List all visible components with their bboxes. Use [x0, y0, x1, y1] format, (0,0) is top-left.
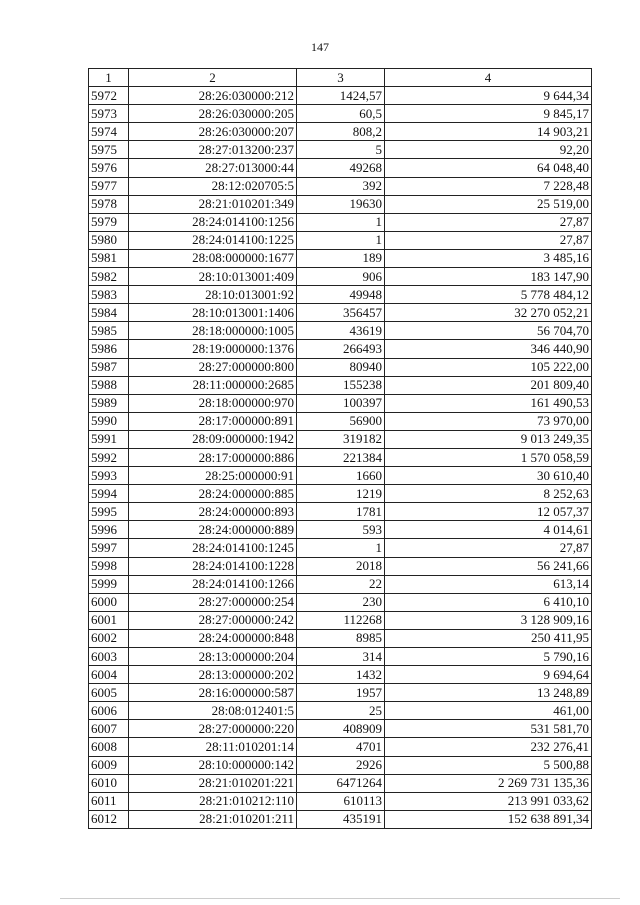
value-cell: 2 269 731 135,36: [385, 774, 592, 792]
table-row: [89, 249, 592, 267]
table-row: [89, 304, 592, 322]
table-row: [89, 105, 592, 123]
table-row: [89, 738, 592, 756]
cadastral-table: [88, 68, 592, 829]
value-cell: 161 490,53: [385, 394, 592, 412]
table-row: [89, 141, 592, 159]
cadastral-number-cell: 28:19:000000:1376: [129, 340, 297, 358]
area-cell: 8985: [297, 629, 385, 647]
table-row: [89, 268, 592, 286]
value-cell: 3 485,16: [385, 249, 592, 267]
table-row: [89, 394, 592, 412]
value-cell: 613,14: [385, 575, 592, 593]
table-row: [89, 412, 592, 430]
table-row: [89, 756, 592, 774]
area-cell: 49268: [297, 159, 385, 177]
area-cell: 356457: [297, 304, 385, 322]
value-cell: 250 411,95: [385, 629, 592, 647]
row-number-cell: 6000: [89, 593, 129, 611]
table-row: [89, 611, 592, 629]
value-cell: 531 581,70: [385, 720, 592, 738]
table-row: [89, 702, 592, 720]
cadastral-number-cell: 28:10:000000:142: [129, 756, 297, 774]
area-cell: 408909: [297, 720, 385, 738]
value-cell: 6 410,10: [385, 593, 592, 611]
value-cell: 105 222,00: [385, 358, 592, 376]
table-row: [89, 213, 592, 231]
row-number-cell: 5984: [89, 304, 129, 322]
table-row: [89, 448, 592, 466]
row-number-cell: 5986: [89, 340, 129, 358]
table-row: [89, 87, 592, 105]
table-row: [89, 539, 592, 557]
table-row: [89, 195, 592, 213]
area-cell: 112268: [297, 611, 385, 629]
value-cell: 32 270 052,21: [385, 304, 592, 322]
value-cell: 346 440,90: [385, 340, 592, 358]
area-cell: 1432: [297, 666, 385, 684]
row-number-cell: 6001: [89, 611, 129, 629]
cadastral-number-cell: 28:21:010212:110: [129, 792, 297, 810]
area-cell: 392: [297, 177, 385, 195]
row-number-cell: 6011: [89, 792, 129, 810]
cadastral-number-cell: 28:12:020705:5: [129, 177, 297, 195]
row-number-cell: 5973: [89, 105, 129, 123]
cadastral-number-cell: 28:08:000000:1677: [129, 249, 297, 267]
cadastral-number-cell: 28:27:000000:800: [129, 358, 297, 376]
row-number-cell: 6007: [89, 720, 129, 738]
table-row: [89, 720, 592, 738]
area-cell: 155238: [297, 376, 385, 394]
area-cell: 22: [297, 575, 385, 593]
header-cell-2: 2: [129, 69, 297, 87]
row-number-cell: 5987: [89, 358, 129, 376]
value-cell: 461,00: [385, 702, 592, 720]
value-cell: 56 704,70: [385, 322, 592, 340]
row-number-cell: 5972: [89, 87, 129, 105]
cadastral-number-cell: 28:26:030000:212: [129, 87, 297, 105]
cadastral-number-cell: 28:26:030000:207: [129, 123, 297, 141]
area-cell: 593: [297, 521, 385, 539]
cadastral-number-cell: 28:27:000000:254: [129, 593, 297, 611]
value-cell: 27,87: [385, 213, 592, 231]
row-number-cell: 5989: [89, 394, 129, 412]
cadastral-number-cell: 28:21:010201:211: [129, 810, 297, 828]
table-row: [89, 666, 592, 684]
cadastral-number-cell: 28:21:010201:349: [129, 195, 297, 213]
row-number-cell: 5991: [89, 430, 129, 448]
row-number-cell: 5990: [89, 412, 129, 430]
row-number-cell: 6005: [89, 684, 129, 702]
row-number-cell: 5992: [89, 448, 129, 466]
value-cell: 73 970,00: [385, 412, 592, 430]
table-row: [89, 684, 592, 702]
row-number-cell: 6004: [89, 666, 129, 684]
cadastral-number-cell: 28:13:000000:204: [129, 648, 297, 666]
area-cell: 1957: [297, 684, 385, 702]
area-cell: 906: [297, 268, 385, 286]
header-cell-1: 1: [89, 69, 129, 87]
cadastral-number-cell: 28:08:012401:5: [129, 702, 297, 720]
area-cell: 19630: [297, 195, 385, 213]
cadastral-number-cell: 28:09:000000:1942: [129, 430, 297, 448]
row-number-cell: 5982: [89, 268, 129, 286]
row-number-cell: 5997: [89, 539, 129, 557]
area-cell: 435191: [297, 810, 385, 828]
area-cell: 60,5: [297, 105, 385, 123]
cadastral-number-cell: 28:24:014100:1225: [129, 231, 297, 249]
area-cell: 1: [297, 539, 385, 557]
header-row: [89, 69, 592, 87]
value-cell: 25 519,00: [385, 195, 592, 213]
table-row: [89, 177, 592, 195]
area-cell: 610113: [297, 792, 385, 810]
page-number: 147: [311, 40, 329, 54]
value-cell: 201 809,40: [385, 376, 592, 394]
value-cell: 13 248,89: [385, 684, 592, 702]
value-cell: 64 048,40: [385, 159, 592, 177]
row-number-cell: 5981: [89, 249, 129, 267]
cadastral-number-cell: 28:24:014100:1266: [129, 575, 297, 593]
row-number-cell: 5999: [89, 575, 129, 593]
value-cell: 14 903,21: [385, 123, 592, 141]
cadastral-number-cell: 28:10:013001:92: [129, 286, 297, 304]
value-cell: 3 128 909,16: [385, 611, 592, 629]
cadastral-number-cell: 28:17:000000:886: [129, 448, 297, 466]
cadastral-number-cell: 28:13:000000:202: [129, 666, 297, 684]
table-row: [89, 575, 592, 593]
cadastral-number-cell: 28:24:000000:893: [129, 503, 297, 521]
cadastral-number-cell: 28:27:013200:237: [129, 141, 297, 159]
value-cell: 56 241,66: [385, 557, 592, 575]
table-row: [89, 810, 592, 828]
table-row: [89, 503, 592, 521]
row-number-cell: 6006: [89, 702, 129, 720]
cadastral-number-cell: 28:17:000000:891: [129, 412, 297, 430]
table-row: [89, 430, 592, 448]
area-cell: 808,2: [297, 123, 385, 141]
value-cell: 9 013 249,35: [385, 430, 592, 448]
table-row: [89, 322, 592, 340]
value-cell: 5 500,88: [385, 756, 592, 774]
row-number-cell: 5998: [89, 557, 129, 575]
area-cell: 43619: [297, 322, 385, 340]
table-row: [89, 774, 592, 792]
page-bottom-line: [60, 898, 620, 899]
cadastral-number-cell: 28:18:000000:1005: [129, 322, 297, 340]
cadastral-number-cell: 28:18:000000:970: [129, 394, 297, 412]
area-cell: 49948: [297, 286, 385, 304]
row-number-cell: 5975: [89, 141, 129, 159]
row-number-cell: 5978: [89, 195, 129, 213]
area-cell: 221384: [297, 448, 385, 466]
value-cell: 9 845,17: [385, 105, 592, 123]
cadastral-number-cell: 28:11:010201:14: [129, 738, 297, 756]
table-row: [89, 521, 592, 539]
row-number-cell: 5996: [89, 521, 129, 539]
row-number-cell: 5980: [89, 231, 129, 249]
cadastral-number-cell: 28:16:000000:587: [129, 684, 297, 702]
value-cell: 12 057,37: [385, 503, 592, 521]
row-number-cell: 5974: [89, 123, 129, 141]
cadastral-number-cell: 28:24:014100:1245: [129, 539, 297, 557]
area-cell: 6471264: [297, 774, 385, 792]
cadastral-number-cell: 28:24:000000:848: [129, 629, 297, 647]
area-cell: 5: [297, 141, 385, 159]
row-number-cell: 6003: [89, 648, 129, 666]
table-row: [89, 159, 592, 177]
value-cell: 5 790,16: [385, 648, 592, 666]
value-cell: 183 147,90: [385, 268, 592, 286]
area-cell: 319182: [297, 430, 385, 448]
row-number-cell: 5985: [89, 322, 129, 340]
area-cell: 1219: [297, 485, 385, 503]
area-cell: 1781: [297, 503, 385, 521]
table-row: [89, 231, 592, 249]
table-row: [89, 467, 592, 485]
cadastral-number-cell: 28:10:013001:1406: [129, 304, 297, 322]
header-cell-3: 3: [297, 69, 385, 87]
cadastral-number-cell: 28:26:030000:205: [129, 105, 297, 123]
area-cell: 100397: [297, 394, 385, 412]
value-cell: 232 276,41: [385, 738, 592, 756]
row-number-cell: 5993: [89, 467, 129, 485]
row-number-cell: 6012: [89, 810, 129, 828]
cadastral-number-cell: 28:27:000000:242: [129, 611, 297, 629]
value-cell: 4 014,61: [385, 521, 592, 539]
value-cell: 30 610,40: [385, 467, 592, 485]
cadastral-number-cell: 28:25:000000:91: [129, 467, 297, 485]
value-cell: 213 991 033,62: [385, 792, 592, 810]
table-row: [89, 340, 592, 358]
row-number-cell: 5994: [89, 485, 129, 503]
cadastral-number-cell: 28:24:014100:1228: [129, 557, 297, 575]
cadastral-number-cell: 28:21:010201:221: [129, 774, 297, 792]
area-cell: 189: [297, 249, 385, 267]
row-number-cell: 5979: [89, 213, 129, 231]
row-number-cell: 6009: [89, 756, 129, 774]
value-cell: 92,20: [385, 141, 592, 159]
row-number-cell: 5976: [89, 159, 129, 177]
row-number-cell: 6008: [89, 738, 129, 756]
cadastral-number-cell: 28:11:000000:2685: [129, 376, 297, 394]
cadastral-number-cell: 28:24:000000:885: [129, 485, 297, 503]
row-number-cell: 5977: [89, 177, 129, 195]
value-cell: 7 228,48: [385, 177, 592, 195]
header-cell-4: 4: [385, 69, 592, 87]
row-number-cell: 5988: [89, 376, 129, 394]
table-row: [89, 376, 592, 394]
row-number-cell: 6002: [89, 629, 129, 647]
area-cell: 80940: [297, 358, 385, 376]
value-cell: 9 694,64: [385, 666, 592, 684]
value-cell: 27,87: [385, 231, 592, 249]
table-row: [89, 629, 592, 647]
table-row: [89, 358, 592, 376]
area-cell: 2018: [297, 557, 385, 575]
table-row: [89, 557, 592, 575]
value-cell: 27,87: [385, 539, 592, 557]
row-number-cell: 5995: [89, 503, 129, 521]
value-cell: 152 638 891,34: [385, 810, 592, 828]
cadastral-number-cell: 28:24:014100:1256: [129, 213, 297, 231]
area-cell: 1424,57: [297, 87, 385, 105]
area-cell: 1660: [297, 467, 385, 485]
table-row: [89, 286, 592, 304]
area-cell: 4701: [297, 738, 385, 756]
value-cell: 5 778 484,12: [385, 286, 592, 304]
value-cell: 9 644,34: [385, 87, 592, 105]
row-number-cell: 5983: [89, 286, 129, 304]
cadastral-number-cell: 28:27:000000:220: [129, 720, 297, 738]
area-cell: 230: [297, 593, 385, 611]
area-cell: 266493: [297, 340, 385, 358]
area-cell: 56900: [297, 412, 385, 430]
value-cell: 8 252,63: [385, 485, 592, 503]
area-cell: 2926: [297, 756, 385, 774]
table-row: [89, 648, 592, 666]
table-row: [89, 123, 592, 141]
cadastral-number-cell: 28:10:013001:409: [129, 268, 297, 286]
table-row: [89, 593, 592, 611]
area-cell: 314: [297, 648, 385, 666]
table-body: [89, 87, 592, 829]
cadastral-number-cell: 28:27:013000:44: [129, 159, 297, 177]
area-cell: 25: [297, 702, 385, 720]
area-cell: 1: [297, 213, 385, 231]
table-row: [89, 485, 592, 503]
area-cell: 1: [297, 231, 385, 249]
table-row: [89, 792, 592, 810]
value-cell: 1 570 058,59: [385, 448, 592, 466]
cadastral-number-cell: 28:24:000000:889: [129, 521, 297, 539]
row-number-cell: 6010: [89, 774, 129, 792]
